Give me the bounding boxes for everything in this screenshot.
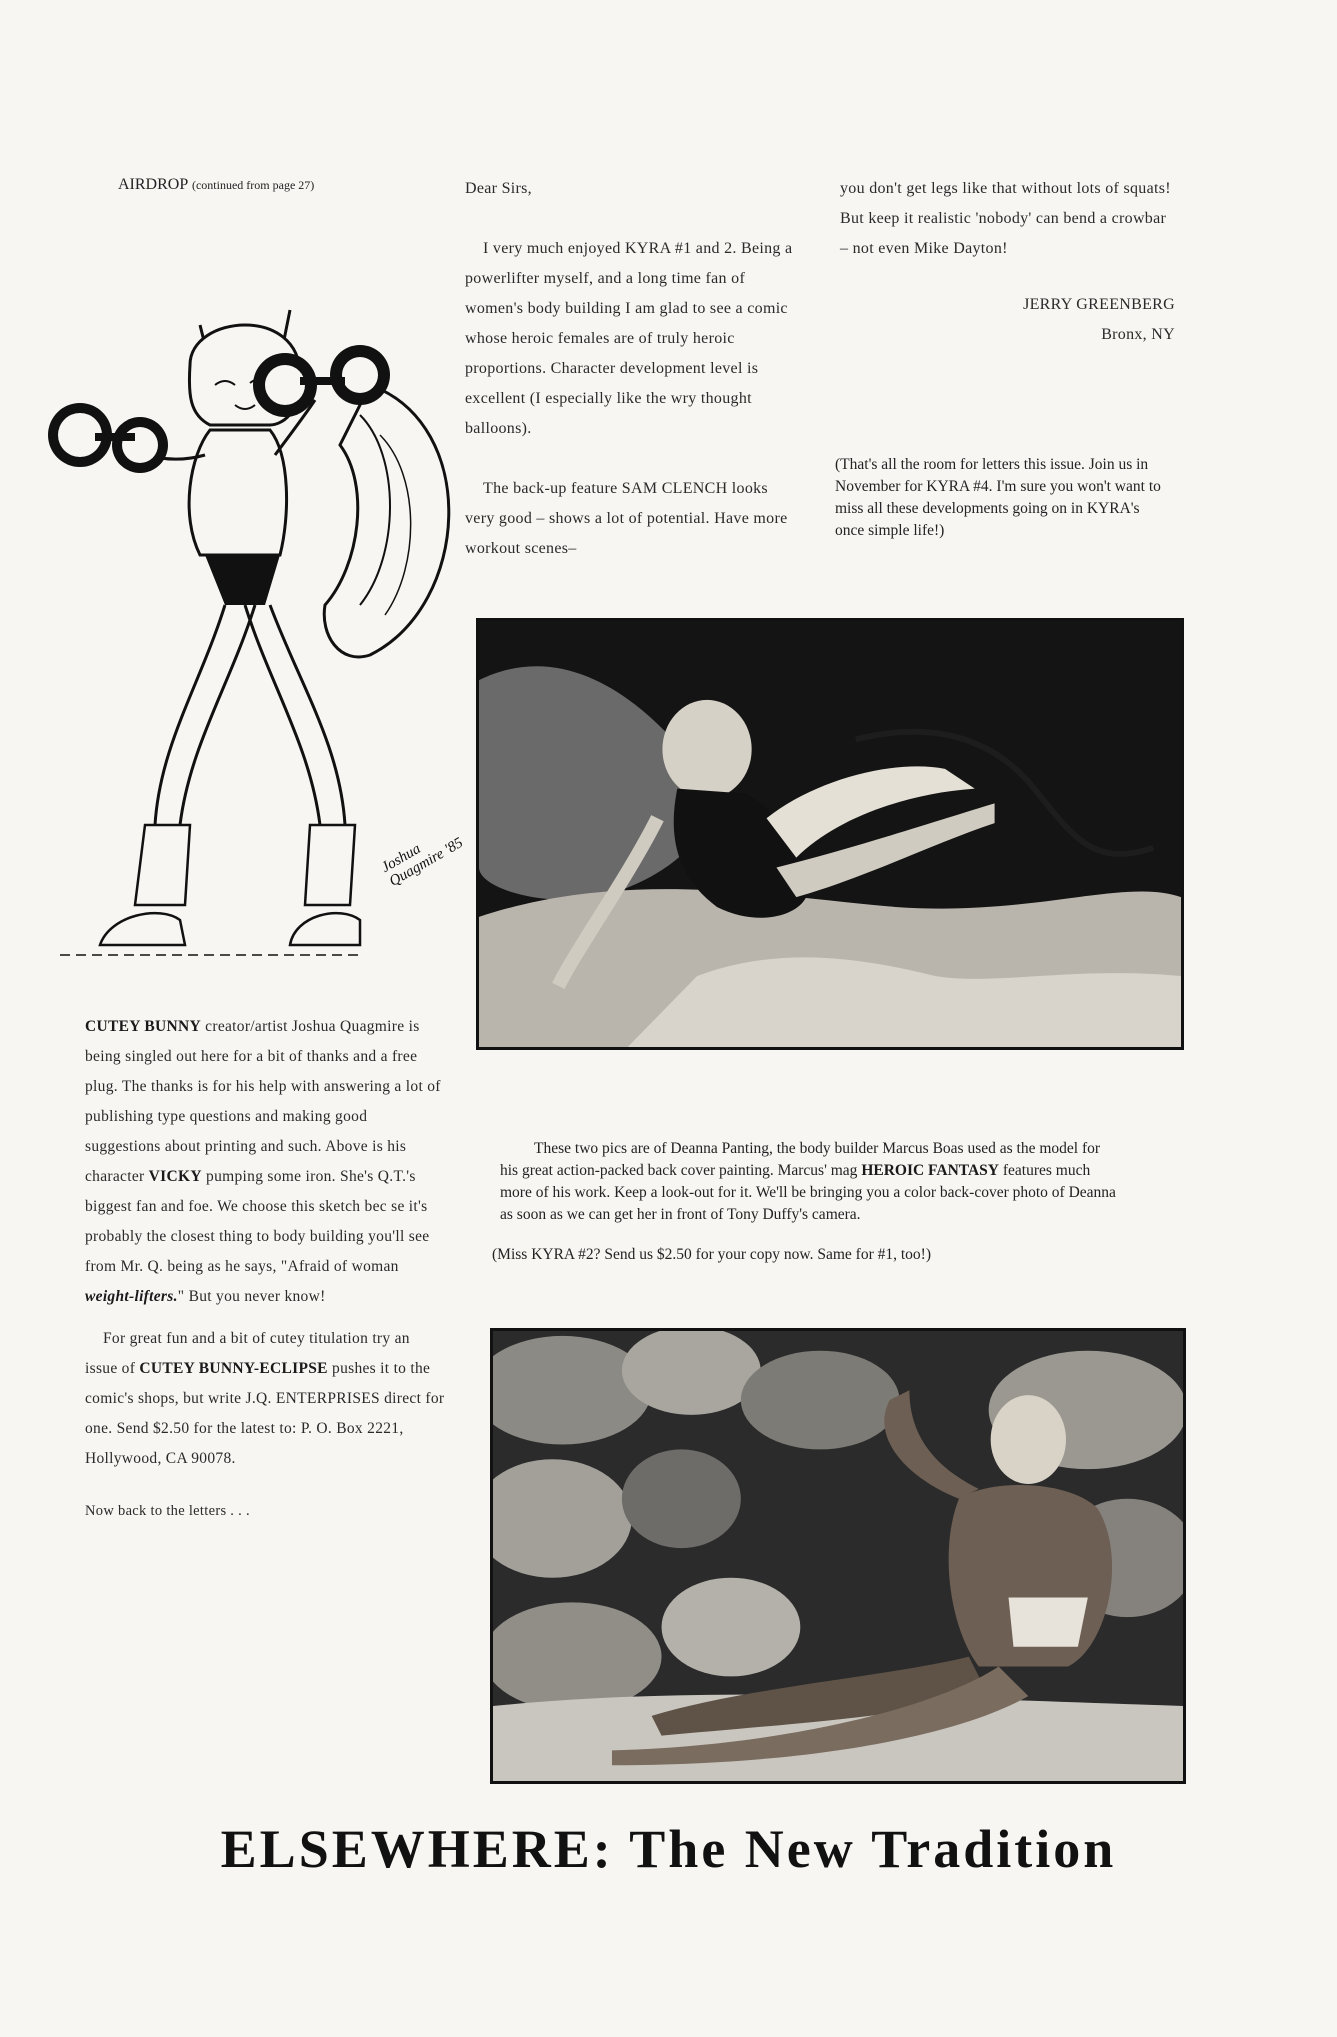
cutey-end: " But you never know! bbox=[177, 1288, 326, 1305]
letter-column-1 bbox=[465, 174, 795, 564]
photo-bottom-image bbox=[493, 1331, 1183, 1781]
caption-lead: These two pics are of Deanna Panting, the body builder Marcus Boas used as the model for his great action-packed back cover painting. Marcus' mag bbox=[500, 1140, 1101, 1179]
cutey-intro: creator/artist Joshua Quagmire is being singled out here for a bit of thanks and a free plug. The thanks is for his help with answering a lot of publishing type questions and making good suggestions about printing and such. Above is his character bbox=[85, 1018, 441, 1185]
airdrop-heading bbox=[118, 174, 314, 196]
cutey-paragraph bbox=[85, 1012, 445, 1312]
letter-para2-cont: you don't get legs like that without lots of squats! But keep it realistic 'nobody' can bend a crowbar – not even Mike Dayton! bbox=[840, 180, 1171, 257]
footer-headline: ELSEWHERE: The New Tradition bbox=[220, 1819, 1117, 1879]
cutey-plug-rest: pushes it to the comic's shops, but write J.Q. ENTERPRISES direct for one. Send $2.50 for the latest to: P. O. Box 2221, Hollywood, CA 90078. bbox=[85, 1360, 445, 1467]
cutey-bunny-block bbox=[85, 1012, 445, 1526]
cutey-character: VICKY bbox=[148, 1168, 202, 1185]
letter-para2: The back-up feature SAM CLENCH looks very good – shows a lot of potential. Have more workout scenes– bbox=[465, 480, 788, 557]
letter-signer: JERRY GREENBERG bbox=[1023, 296, 1175, 313]
cutey-mid: pumping some iron. She's Q.T.'s biggest fan and foe. We choose this sketch bec se it's probably the closest thing to body building you'll see from Mr. Q. being as he says, "Afraid of woman bbox=[85, 1168, 430, 1275]
letter-location: Bronx, NY bbox=[1101, 326, 1175, 343]
cutey-plug-title: CUTEY BUNNY-ECLIPSE bbox=[139, 1360, 328, 1377]
caption-paragraph bbox=[500, 1138, 1120, 1226]
letter-salutation: Dear Sirs, bbox=[465, 180, 532, 197]
photo-caption bbox=[492, 1138, 1120, 1266]
editor-note: (That's all the room for letters this issue. Join us in November for KYRA #4. I'm sure you won't want to miss all these developments going on in KYRA's once simple life!) bbox=[835, 456, 1161, 539]
cutey-emph: weight-lifters. bbox=[85, 1288, 178, 1305]
airdrop-title: AIRDROP bbox=[118, 176, 189, 193]
cutey-plug-lead: For great fun and a bit of cutey titulation try an issue of bbox=[85, 1330, 410, 1377]
photo-top bbox=[476, 618, 1184, 1050]
photo-bottom bbox=[490, 1328, 1186, 1784]
caption-rest: features much more of his work. Keep a look-out for it. We'll be bringing you a color back-cover photo of Deanna as soon as we can get her in front of Tony Duffy's camera. bbox=[500, 1162, 1116, 1223]
cutey-plug bbox=[85, 1324, 445, 1474]
cutey-name: CUTEY BUNNY bbox=[85, 1018, 201, 1035]
caption-miss: (Miss KYRA #2? Send us $2.50 for your copy now. Same for #1, too!) bbox=[492, 1246, 931, 1263]
caption-mag: HEROIC FANTASY bbox=[861, 1162, 999, 1179]
letter-para1: I very much enjoyed KYRA #1 and 2. Being a powerlifter myself, and a long time fan of women's body building I am glad to see a comic whose heroic females are of truly heroic proportions. Character development level is excellent (I especially like the wry thought balloons). bbox=[465, 240, 793, 437]
cutey-back: Now back to the letters . . . bbox=[85, 1503, 250, 1519]
sketch-signature: Joshua Quagmire '85 bbox=[378, 834, 466, 890]
airdrop-continued: (continued from page 27) bbox=[191, 178, 315, 192]
letter-column-2 bbox=[840, 174, 1175, 350]
photo-top-image bbox=[479, 621, 1181, 1047]
vicky-sketch bbox=[40, 305, 470, 970]
